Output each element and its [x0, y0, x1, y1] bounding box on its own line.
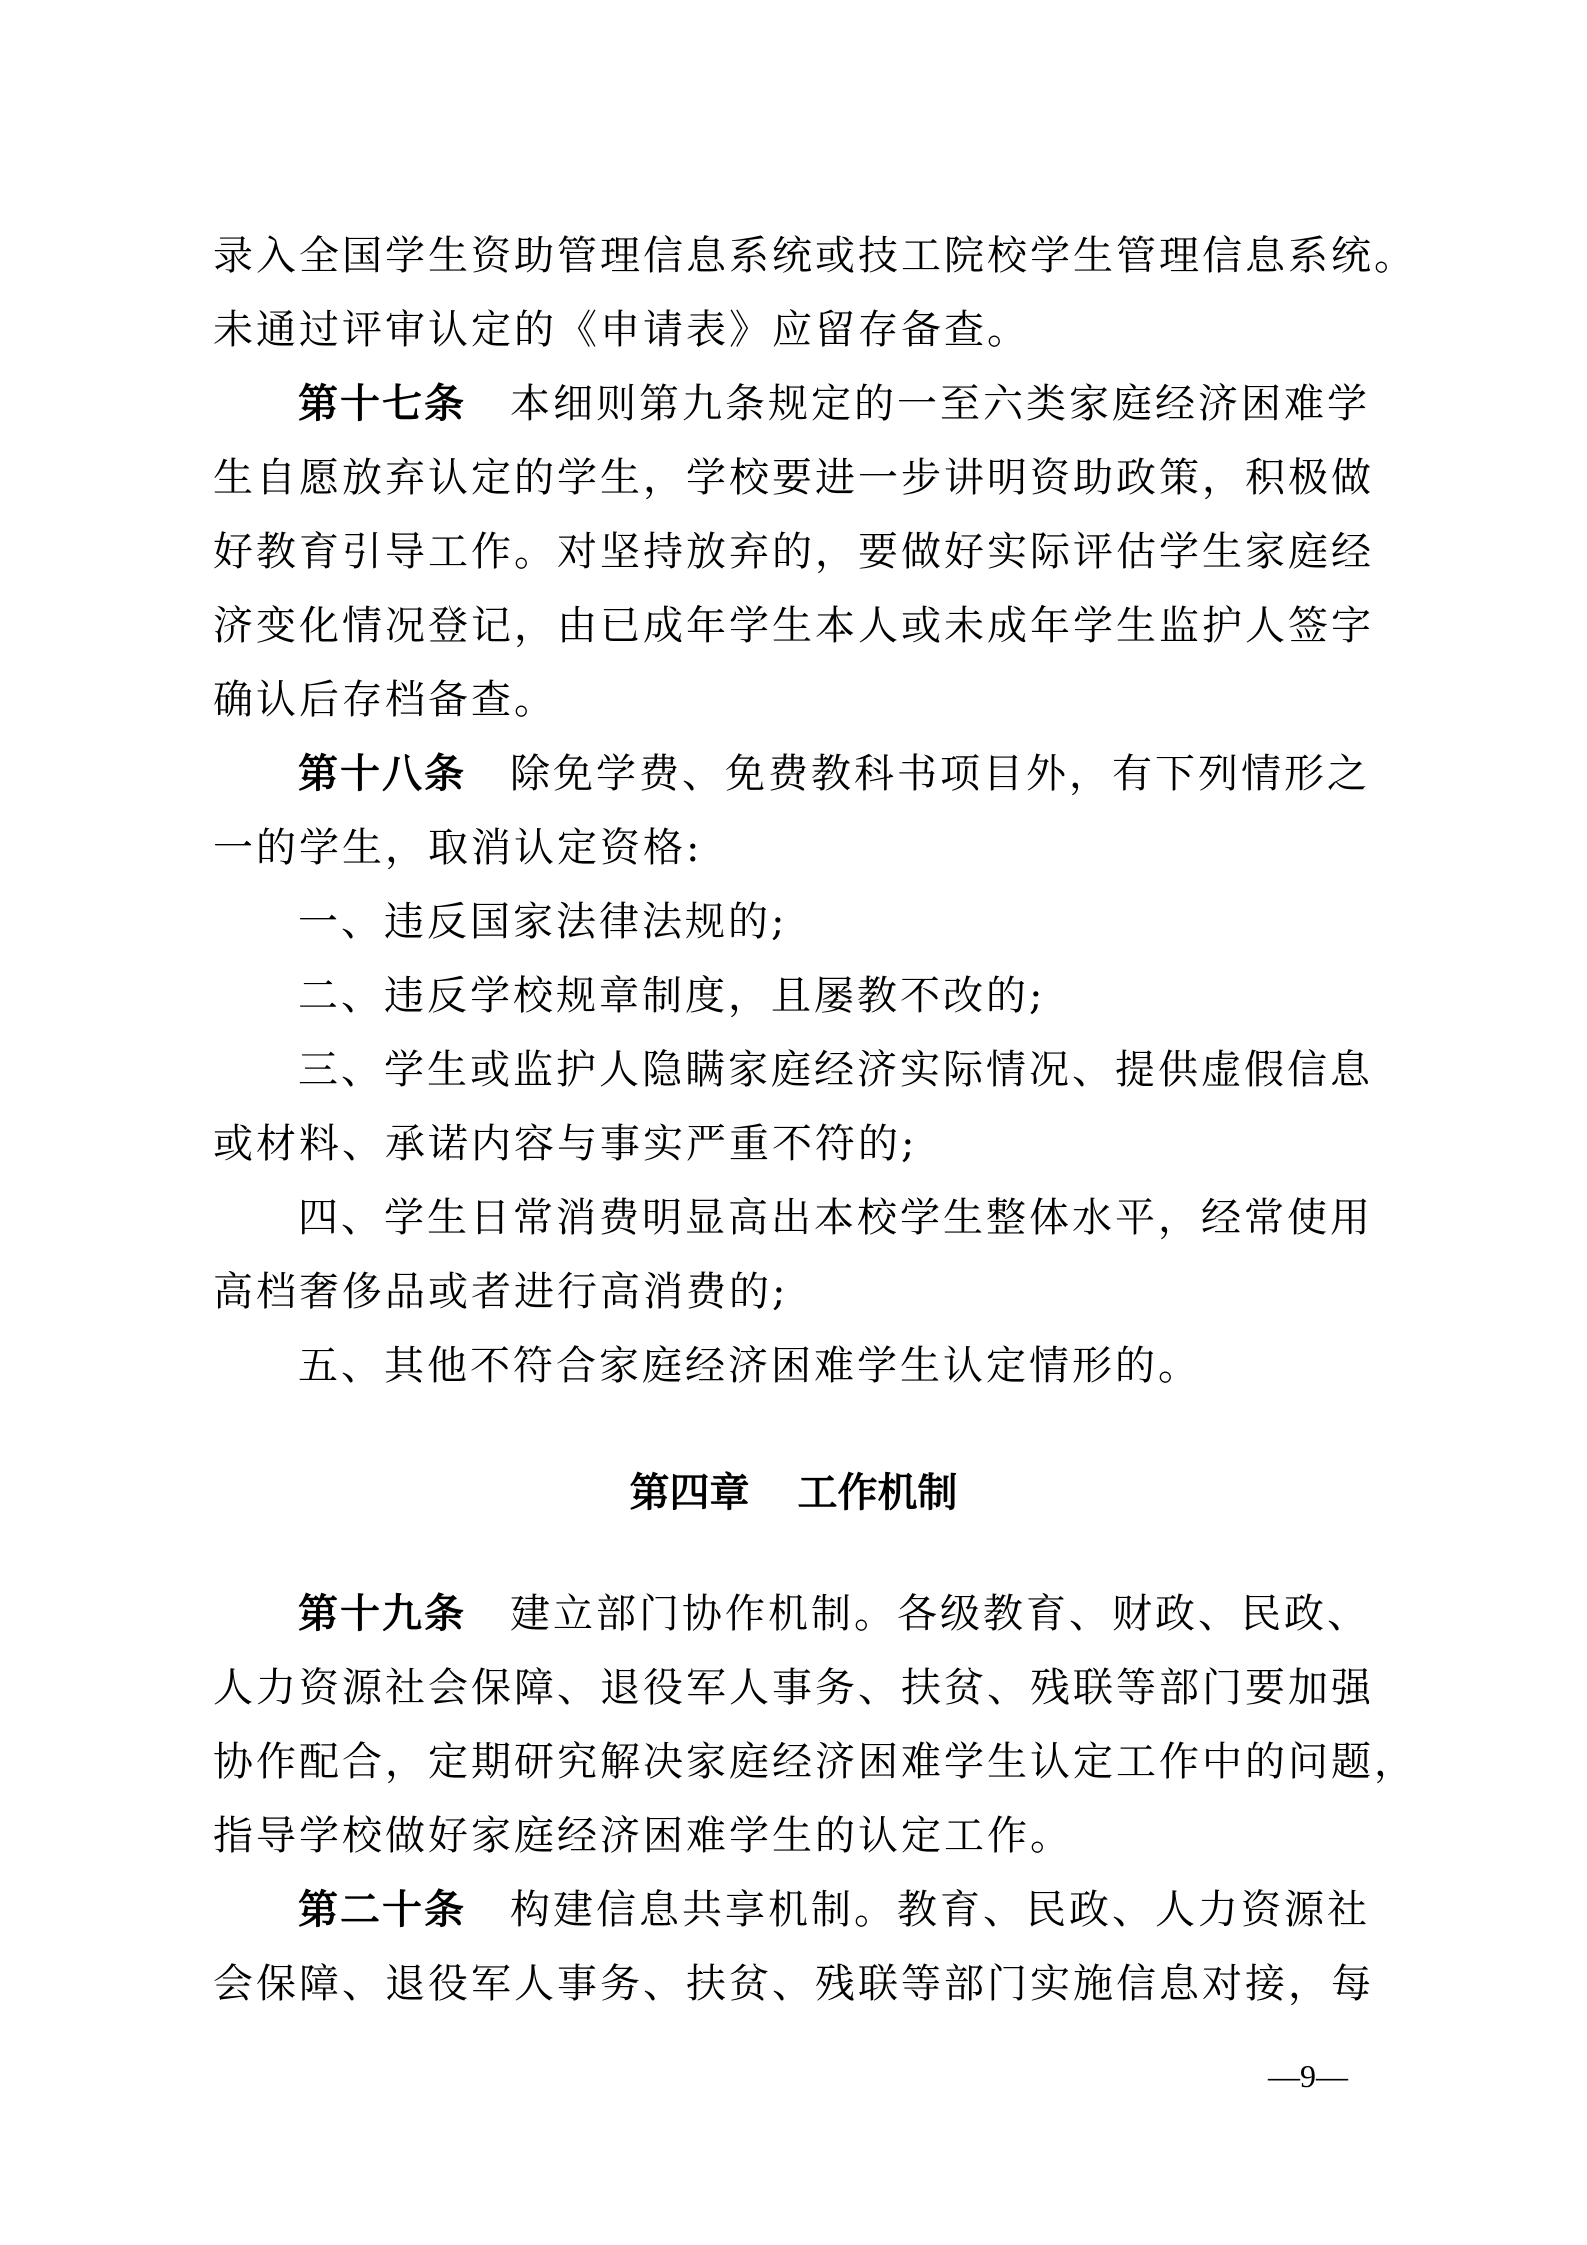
body-line: 协作配合，定期研究解决家庭经济困难学生认定工作中的问题， [213, 1739, 1417, 1785]
list-item-continued: 高档奢侈品或者进行高消费的; [213, 1269, 789, 1315]
list-item: 二、违反学校规章制度，且屡教不改的; [298, 973, 1046, 1019]
page-number: —9— [1268, 2058, 1348, 2094]
article-18-line [298, 751, 1370, 797]
article-19-text: 建立部门协作机制。各级教育、财政、民政、 [510, 1591, 1370, 1637]
article-18-heading: 第十八条 [298, 751, 466, 797]
article-17-heading: 第十七条 [298, 381, 466, 427]
article-17-text: 本细则第九条规定的一至六类家庭经济困难学 [510, 381, 1370, 427]
body-line: 人力资源社会保障、退役军人事务、扶贫、残联等部门要加强 [213, 1665, 1374, 1711]
article-20-heading: 第二十条 [298, 1887, 466, 1933]
body-line: 未通过评审认定的《申请表》应留存备查。 [213, 307, 1030, 353]
list-item: 一、违反国家法律法规的; [298, 899, 788, 945]
body-line: 确认后存档备查。 [213, 677, 557, 723]
article-19-heading: 第十九条 [298, 1591, 466, 1637]
article-17-line [298, 381, 1370, 427]
chapter-title: 工作机制 [797, 1470, 958, 1516]
body-line: 指导学校做好家庭经济困难学生的认定工作。 [213, 1813, 1073, 1859]
list-item-continued: 或材料、承诺内容与事实严重不符的; [213, 1121, 918, 1167]
chapter-number: 第四章 [629, 1470, 750, 1516]
body-line: 生自愿放弃认定的学生，学校要进一步讲明资助政策，积极做 [213, 455, 1374, 501]
article-20-text: 构建信息共享机制。教育、民政、人力资源社 [510, 1887, 1370, 1933]
chapter-heading [0, 1470, 1587, 1516]
list-item: 五、其他不符合家庭经济困难学生认定情形的。 [298, 1343, 1201, 1389]
body-line: 济变化情况登记，由已成年学生本人或未成年学生监护人签字 [213, 603, 1374, 649]
article-19-line [298, 1591, 1370, 1637]
list-item: 四、学生日常消费明显高出本校学生整体水平，经常使用 [298, 1195, 1373, 1241]
body-line: 一的学生，取消认定资格: [213, 825, 703, 871]
body-line: 好教育引导工作。对坚持放弃的，要做好实际评估学生家庭经 [213, 529, 1374, 575]
body-line: 录入全国学生资助管理信息系统或技工院校学生管理信息系统。 [213, 233, 1417, 279]
list-item: 三、学生或监护人隐瞒家庭经济实际情况、提供虚假信息 [298, 1047, 1373, 1093]
article-20-line [298, 1887, 1370, 1933]
article-18-text: 除免学费、免费教科书项目外，有下列情形之 [510, 751, 1370, 797]
body-line: 会保障、退役军人事务、扶贫、残联等部门实施信息对接，每 [213, 1961, 1374, 2007]
